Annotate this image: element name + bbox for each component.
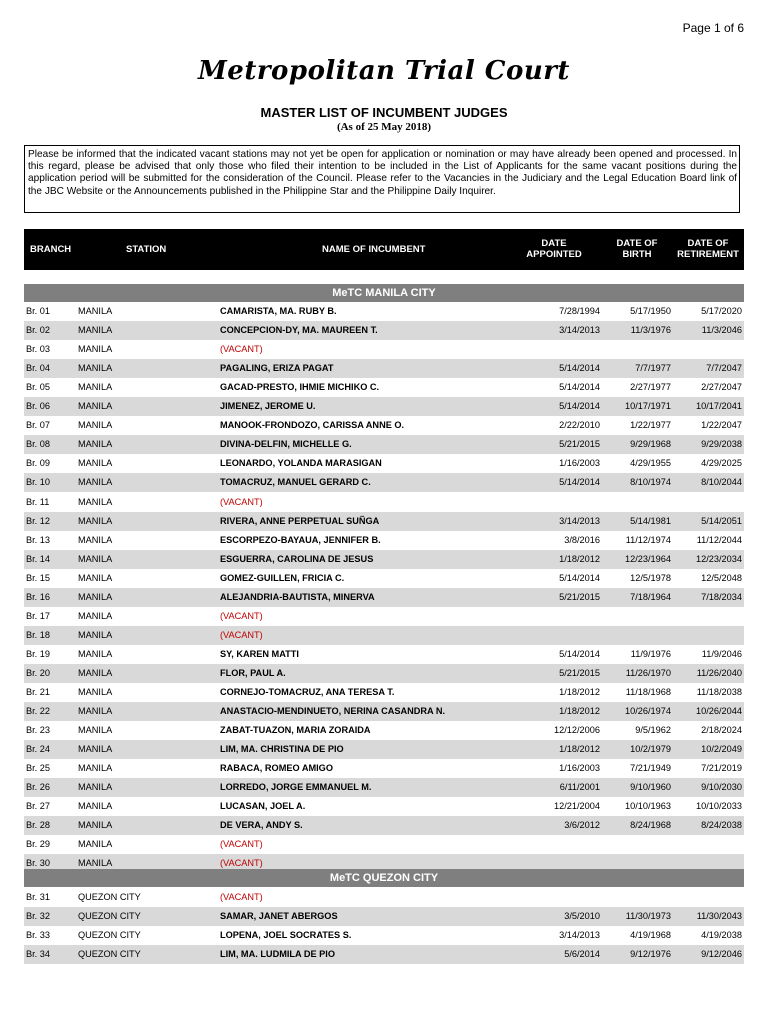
name-cell: LIM, MA. CHRISTINA DE PIO bbox=[220, 744, 344, 754]
date-of-birth-cell: 4/29/1955 bbox=[630, 458, 671, 468]
branch-cell: Br. 04 bbox=[26, 363, 51, 373]
date-of-birth-cell: 9/5/1962 bbox=[635, 725, 671, 735]
branch-cell: Br. 15 bbox=[26, 573, 51, 583]
branch-cell: Br. 26 bbox=[26, 782, 51, 792]
date-appointed-cell: 5/14/2014 bbox=[559, 363, 600, 373]
date-appointed-cell: 5/14/2014 bbox=[559, 477, 600, 487]
branch-cell: Br. 24 bbox=[26, 744, 51, 754]
date-of-birth-cell: 10/26/1974 bbox=[625, 706, 671, 716]
station-cell: MANILA bbox=[78, 782, 113, 792]
table-row bbox=[24, 888, 744, 907]
date-of-retirement-cell: 10/17/2041 bbox=[696, 401, 742, 411]
column-header-date-of-birth: DATE OF BIRTH bbox=[616, 238, 658, 260]
name-cell: SY, KAREN MATTI bbox=[220, 649, 299, 659]
table-row bbox=[24, 626, 744, 645]
name-cell: LIM, MA. LUDMILA DE PIO bbox=[220, 949, 336, 959]
table-row bbox=[24, 740, 744, 759]
date-of-birth-cell: 11/18/1968 bbox=[625, 687, 671, 697]
date-of-birth-cell: 11/30/1973 bbox=[625, 911, 671, 921]
station-cell: MANILA bbox=[78, 363, 113, 373]
date-of-retirement-cell: 4/19/2038 bbox=[701, 930, 742, 940]
date-appointed-cell: 3/14/2013 bbox=[559, 325, 600, 335]
page-title: Metropolitan Trial Court bbox=[198, 56, 570, 86]
table-row bbox=[24, 531, 744, 550]
branch-cell: Br. 09 bbox=[26, 458, 51, 468]
branch-cell: Br. 25 bbox=[26, 763, 51, 773]
date-of-birth-cell: 10/17/1971 bbox=[625, 401, 671, 411]
table-row bbox=[24, 435, 744, 454]
date-appointed-cell: 5/21/2015 bbox=[559, 592, 600, 602]
table-row bbox=[24, 926, 744, 945]
date-of-birth-cell: 7/21/1949 bbox=[630, 763, 671, 773]
date-of-retirement-cell: 1/22/2047 bbox=[701, 420, 742, 430]
date-appointed-cell: 1/16/2003 bbox=[559, 458, 600, 468]
column-header-name: NAME OF INCUMBENT bbox=[322, 244, 426, 255]
branch-cell: Br. 01 bbox=[26, 306, 51, 316]
station-cell: MANILA bbox=[78, 687, 113, 697]
station-cell: QUEZON CITY bbox=[78, 892, 141, 902]
date-of-birth-cell: 4/19/1968 bbox=[630, 930, 671, 940]
date-of-birth-cell: 2/27/1977 bbox=[630, 382, 671, 392]
branch-cell: Br. 31 bbox=[26, 892, 51, 902]
station-cell: QUEZON CITY bbox=[78, 911, 141, 921]
date-of-birth-cell: 9/10/1960 bbox=[630, 782, 671, 792]
station-cell: MANILA bbox=[78, 420, 113, 430]
station-cell: QUEZON CITY bbox=[78, 930, 141, 940]
branch-cell: Br. 03 bbox=[26, 344, 51, 354]
station-cell: MANILA bbox=[78, 573, 113, 583]
date-of-birth-cell: 10/2/1979 bbox=[630, 744, 671, 754]
date-of-retirement-cell: 7/18/2034 bbox=[701, 592, 742, 602]
page-number: Page 1 of 6 bbox=[682, 21, 744, 35]
table-row bbox=[24, 473, 744, 492]
date-appointed-cell: 12/21/2004 bbox=[554, 801, 600, 811]
date-of-retirement-cell: 8/10/2044 bbox=[701, 477, 742, 487]
table-row bbox=[24, 340, 744, 359]
date-of-birth-cell: 7/7/1977 bbox=[635, 363, 671, 373]
date-of-retirement-cell: 11/18/2038 bbox=[696, 687, 742, 697]
table-row bbox=[24, 512, 744, 531]
table-row bbox=[24, 835, 744, 854]
name-cell: ESCORPEZO-BAYAUA, JENNIFER B. bbox=[220, 535, 381, 545]
as-of-date: (As of 25 May 2018) bbox=[336, 121, 432, 133]
table-row bbox=[24, 607, 744, 626]
date-appointed-cell: 5/14/2014 bbox=[559, 401, 600, 411]
table-row bbox=[24, 550, 744, 569]
date-of-retirement-cell: 12/5/2048 bbox=[701, 573, 742, 583]
date-of-retirement-cell: 9/29/2038 bbox=[701, 439, 742, 449]
branch-cell: Br. 18 bbox=[26, 630, 51, 640]
station-cell: MANILA bbox=[78, 706, 113, 716]
station-cell: MANILA bbox=[78, 839, 113, 849]
name-cell: RIVERA, ANNE PERPETUAL SUÑGA bbox=[220, 516, 380, 526]
table-row bbox=[24, 359, 744, 378]
date-of-retirement-cell: 7/7/2047 bbox=[706, 363, 742, 373]
name-cell: DIVINA-DELFIN, MICHELLE G. bbox=[220, 439, 352, 449]
date-of-retirement-cell: 9/12/2046 bbox=[701, 949, 742, 959]
station-cell: MANILA bbox=[78, 801, 113, 811]
list-subtitle: MASTER LIST OF INCUMBENT JUDGES bbox=[260, 105, 508, 120]
date-of-retirement-cell: 4/29/2025 bbox=[701, 458, 742, 468]
station-cell: MANILA bbox=[78, 325, 113, 335]
date-of-retirement-cell: 10/10/2033 bbox=[696, 801, 742, 811]
date-of-birth-cell: 9/29/1968 bbox=[630, 439, 671, 449]
table-row bbox=[24, 493, 744, 512]
branch-cell: Br. 17 bbox=[26, 611, 51, 621]
branch-cell: Br. 14 bbox=[26, 554, 51, 564]
column-header-date-appointed: DATE APPOINTED bbox=[526, 238, 582, 260]
name-cell: ZABAT-TUAZON, MARIA ZORAIDA bbox=[220, 725, 371, 735]
table-row bbox=[24, 588, 744, 607]
station-cell: MANILA bbox=[78, 820, 113, 830]
name-cell: GACAD-PRESTO, IHMIE MICHIKO C. bbox=[220, 382, 380, 392]
name-cell: SAMAR, JANET ABERGOS bbox=[220, 911, 338, 921]
name-cell: FLOR, PAUL A. bbox=[220, 668, 286, 678]
date-appointed-cell: 5/6/2014 bbox=[564, 949, 600, 959]
name-cell: (VACANT) bbox=[220, 892, 263, 902]
date-of-retirement-cell: 10/26/2044 bbox=[696, 706, 742, 716]
branch-cell: Br. 23 bbox=[26, 725, 51, 735]
date-appointed-cell: 1/18/2012 bbox=[559, 687, 600, 697]
table-row bbox=[24, 683, 744, 702]
date-of-birth-cell: 12/23/1964 bbox=[625, 554, 671, 564]
date-of-birth-cell: 11/9/1976 bbox=[630, 649, 671, 659]
date-appointed-cell: 3/8/2016 bbox=[564, 535, 600, 545]
section-heading: MeTC QUEZON CITY bbox=[24, 869, 744, 887]
table-row bbox=[24, 416, 744, 435]
table-row bbox=[24, 569, 744, 588]
branch-cell: Br. 07 bbox=[26, 420, 51, 430]
table-row bbox=[24, 816, 744, 835]
date-of-retirement-cell: 11/30/2043 bbox=[696, 911, 742, 921]
table-row bbox=[24, 302, 744, 321]
column-header-date-of-retirement: DATE OF RETIREMENT bbox=[677, 238, 739, 260]
date-of-birth-cell: 8/24/1968 bbox=[630, 820, 671, 830]
date-of-retirement-cell: 2/27/2047 bbox=[701, 382, 742, 392]
branch-cell: Br. 20 bbox=[26, 668, 51, 678]
name-cell: LUCASAN, JOEL A. bbox=[220, 801, 306, 811]
date-of-retirement-cell: 12/23/2034 bbox=[696, 554, 742, 564]
branch-cell: Br. 02 bbox=[26, 325, 51, 335]
name-cell: (VACANT) bbox=[220, 344, 263, 354]
table-row bbox=[24, 645, 744, 664]
station-cell: MANILA bbox=[78, 401, 113, 411]
name-cell: JIMENEZ, JEROME U. bbox=[220, 401, 316, 411]
date-of-birth-cell: 11/3/1976 bbox=[630, 325, 671, 335]
name-cell: ESGUERRA, CAROLINA DE JESUS bbox=[220, 554, 374, 564]
branch-cell: Br. 05 bbox=[26, 382, 51, 392]
date-of-retirement-cell: 5/14/2051 bbox=[701, 516, 742, 526]
branch-cell: Br. 13 bbox=[26, 535, 51, 545]
section-heading: MeTC MANILA CITY bbox=[24, 284, 744, 302]
station-cell: MANILA bbox=[78, 516, 113, 526]
table-row bbox=[24, 321, 744, 340]
name-cell: LEONARDO, YOLANDA MARASIGAN bbox=[220, 458, 382, 468]
branch-cell: Br. 30 bbox=[26, 858, 51, 868]
date-of-birth-cell: 11/26/1970 bbox=[625, 668, 671, 678]
name-cell: DE VERA, ANDY S. bbox=[220, 820, 303, 830]
date-of-birth-cell: 12/5/1978 bbox=[630, 573, 671, 583]
date-of-birth-cell: 9/12/1976 bbox=[630, 949, 671, 959]
table-row bbox=[24, 454, 744, 473]
notice-box: Please be informed that the indicated vacant stations may not yet be open for application or nomination or may have already been opened and processed. In this regard, please be advised that only those who filed their intention to be included in the List of Applicants for the same vacant positions during the application period will be submitted for the consideration of the Council. Please refer to the Vacancies in the Judiciary and the Legal Education Board link of the JBC Website or the Announcements published in the Philippine Star and the Philippine Daily Inquirer. bbox=[24, 145, 740, 213]
branch-cell: Br. 32 bbox=[26, 911, 51, 921]
station-cell: MANILA bbox=[78, 458, 113, 468]
station-cell: MANILA bbox=[78, 725, 113, 735]
column-header-station: STATION bbox=[126, 244, 167, 255]
name-cell: (VACANT) bbox=[220, 858, 263, 868]
date-of-retirement-cell: 5/17/2020 bbox=[701, 306, 742, 316]
branch-cell: Br. 21 bbox=[26, 687, 51, 697]
date-appointed-cell: 2/22/2010 bbox=[559, 420, 600, 430]
branch-cell: Br. 10 bbox=[26, 477, 51, 487]
station-cell: MANILA bbox=[78, 611, 113, 621]
date-of-birth-cell: 11/12/1974 bbox=[625, 535, 671, 545]
name-cell: CORNEJO-TOMACRUZ, ANA TERESA T. bbox=[220, 687, 395, 697]
date-appointed-cell: 3/14/2013 bbox=[559, 516, 600, 526]
table-header bbox=[24, 229, 744, 270]
date-of-birth-cell: 8/10/1974 bbox=[630, 477, 671, 487]
date-appointed-cell: 3/14/2013 bbox=[559, 930, 600, 940]
date-of-retirement-cell: 11/3/2046 bbox=[701, 325, 742, 335]
station-cell: MANILA bbox=[78, 306, 113, 316]
name-cell: CONCEPCION-DY, MA. MAUREEN T. bbox=[220, 325, 378, 335]
name-cell: GOMEZ-GUILLEN, FRICIA C. bbox=[220, 573, 345, 583]
date-appointed-cell: 1/18/2012 bbox=[559, 706, 600, 716]
station-cell: MANILA bbox=[78, 763, 113, 773]
station-cell: MANILA bbox=[78, 744, 113, 754]
name-cell: ALEJANDRIA-BAUTISTA, MINERVA bbox=[220, 592, 375, 602]
table-row bbox=[24, 759, 744, 778]
station-cell: MANILA bbox=[78, 668, 113, 678]
station-cell: MANILA bbox=[78, 439, 113, 449]
date-of-birth-cell: 5/14/1981 bbox=[630, 516, 671, 526]
name-cell: (VACANT) bbox=[220, 630, 263, 640]
station-cell: QUEZON CITY bbox=[78, 949, 141, 959]
table-row bbox=[24, 702, 744, 721]
branch-cell: Br. 19 bbox=[26, 649, 51, 659]
date-of-birth-cell: 7/18/1964 bbox=[630, 592, 671, 602]
name-cell: CAMARISTA, MA. RUBY B. bbox=[220, 306, 337, 316]
date-of-retirement-cell: 11/12/2044 bbox=[696, 535, 742, 545]
date-of-retirement-cell: 2/18/2024 bbox=[701, 725, 742, 735]
branch-cell: Br. 33 bbox=[26, 930, 51, 940]
branch-cell: Br. 22 bbox=[26, 706, 51, 716]
name-cell: (VACANT) bbox=[220, 839, 263, 849]
name-cell: (VACANT) bbox=[220, 497, 263, 507]
date-of-retirement-cell: 9/10/2030 bbox=[701, 782, 742, 792]
date-of-retirement-cell: 11/26/2040 bbox=[696, 668, 742, 678]
name-cell: LOPENA, JOEL SOCRATES S. bbox=[220, 930, 352, 940]
date-of-retirement-cell: 10/2/2049 bbox=[701, 744, 742, 754]
branch-cell: Br. 28 bbox=[26, 820, 51, 830]
station-cell: MANILA bbox=[78, 592, 113, 602]
branch-cell: Br. 16 bbox=[26, 592, 51, 602]
table-row bbox=[24, 945, 744, 964]
branch-cell: Br. 34 bbox=[26, 949, 51, 959]
name-cell: MANOOK-FRONDOZO, CARISSA ANNE O. bbox=[220, 420, 405, 430]
branch-cell: Br. 11 bbox=[26, 497, 50, 507]
station-cell: MANILA bbox=[78, 858, 113, 868]
branch-cell: Br. 27 bbox=[26, 801, 51, 811]
date-of-retirement-cell: 11/9/2046 bbox=[701, 649, 742, 659]
date-of-birth-cell: 10/10/1963 bbox=[625, 801, 671, 811]
column-header-branch: BRANCH bbox=[30, 244, 72, 255]
table-row bbox=[24, 778, 744, 797]
date-appointed-cell: 6/11/2001 bbox=[559, 782, 600, 792]
date-of-birth-cell: 5/17/1950 bbox=[630, 306, 671, 316]
date-appointed-cell: 7/28/1994 bbox=[559, 306, 600, 316]
date-appointed-cell: 3/5/2010 bbox=[564, 911, 600, 921]
station-cell: MANILA bbox=[78, 497, 113, 507]
date-of-retirement-cell: 8/24/2038 bbox=[701, 820, 742, 830]
date-of-retirement-cell: 7/21/2019 bbox=[701, 763, 742, 773]
table-row bbox=[24, 378, 744, 397]
date-appointed-cell: 1/18/2012 bbox=[559, 744, 600, 754]
name-cell: TOMACRUZ, MANUEL GERARD C. bbox=[220, 477, 371, 487]
branch-cell: Br. 06 bbox=[26, 401, 51, 411]
date-appointed-cell: 5/21/2015 bbox=[559, 439, 600, 449]
date-appointed-cell: 1/18/2012 bbox=[559, 554, 600, 564]
table-row bbox=[24, 797, 744, 816]
name-cell: (VACANT) bbox=[220, 611, 263, 621]
station-cell: MANILA bbox=[78, 630, 113, 640]
date-of-birth-cell: 1/22/1977 bbox=[630, 420, 671, 430]
station-cell: MANILA bbox=[78, 477, 113, 487]
station-cell: MANILA bbox=[78, 554, 113, 564]
station-cell: MANILA bbox=[78, 535, 113, 545]
date-appointed-cell: 5/21/2015 bbox=[559, 668, 600, 678]
station-cell: MANILA bbox=[78, 344, 113, 354]
station-cell: MANILA bbox=[78, 382, 113, 392]
name-cell: LORREDO, JORGE EMMANUEL M. bbox=[220, 782, 372, 792]
date-appointed-cell: 5/14/2014 bbox=[559, 573, 600, 583]
table-row bbox=[24, 907, 744, 926]
branch-cell: Br. 29 bbox=[26, 839, 51, 849]
table-row bbox=[24, 664, 744, 683]
date-appointed-cell: 5/14/2014 bbox=[559, 649, 600, 659]
date-appointed-cell: 5/14/2014 bbox=[559, 382, 600, 392]
date-appointed-cell: 1/16/2003 bbox=[559, 763, 600, 773]
name-cell: PAGALING, ERIZA PAGAT bbox=[220, 363, 334, 373]
branch-cell: Br. 08 bbox=[26, 439, 51, 449]
date-appointed-cell: 3/6/2012 bbox=[564, 820, 600, 830]
table-row bbox=[24, 397, 744, 416]
name-cell: RABACA, ROMEO AMIGO bbox=[220, 763, 333, 773]
station-cell: MANILA bbox=[78, 649, 113, 659]
name-cell: ANASTACIO-MENDINUETO, NERINA CASANDRA N. bbox=[220, 706, 446, 716]
table-row bbox=[24, 721, 744, 740]
date-appointed-cell: 12/12/2006 bbox=[554, 725, 600, 735]
branch-cell: Br. 12 bbox=[26, 516, 51, 526]
